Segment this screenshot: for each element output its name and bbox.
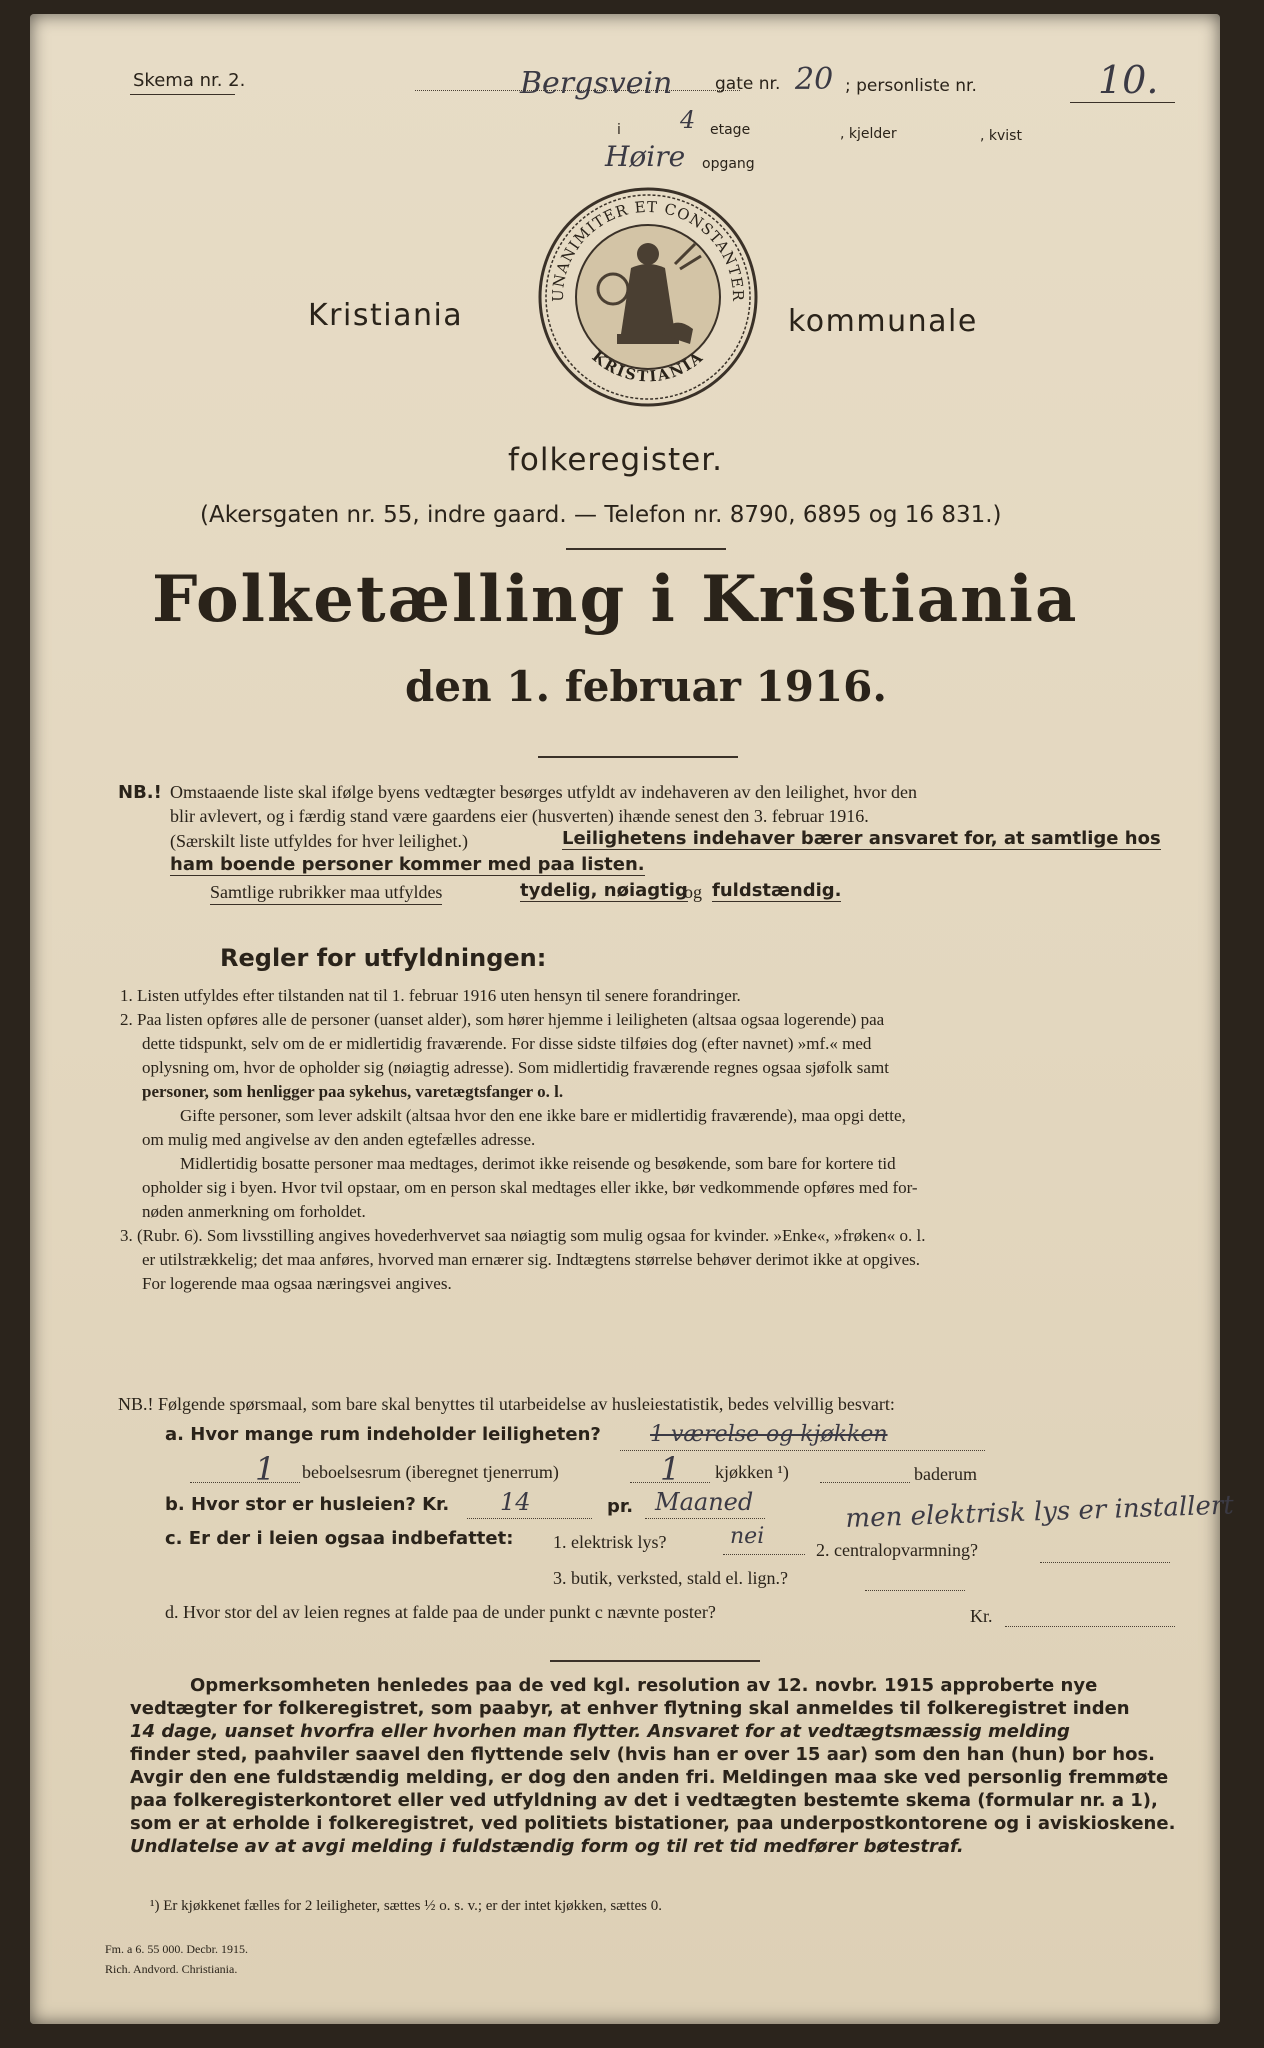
census-date: den 1. februar 1916. — [405, 662, 888, 711]
question-a: a. Hvor mange rum indeholder leiligheten? — [165, 1424, 601, 1445]
nb1-line: Omstaaende liste skal ifølge byens vedtægter besørges utfyldt av indehaveren av den leilighet, hvor den — [170, 782, 917, 802]
d-field-line — [1005, 1626, 1175, 1627]
rule-line: Midlertidig bosatte personer maa medtages, derimot ikke reisende og besøkende, som bare for kortere tid — [180, 1154, 896, 1173]
notice-line: paa folkeregisterkontoret eller ved utfyldning av det i vedtægten bestemte skema (formular nr. a 1), — [130, 1790, 1158, 1811]
kvist-label: , kvist — [980, 128, 1022, 144]
kitchen-label: kjøkken ¹) — [715, 1462, 789, 1482]
answer-a-struck: 1 værelse og kjøkken — [650, 1422, 888, 1447]
notice-line: Avgir den ene fuldstændig melding, er dog den anden fri. Meldingen maa ske ved personlig fremmøte — [130, 1767, 1169, 1788]
c1-field-line — [723, 1554, 805, 1555]
rule-line: om mulig med angivelse av den anden egtefælles adresse. — [142, 1130, 536, 1149]
d-kr-label: Kr. — [970, 1606, 993, 1626]
rules-heading: Regler for utfyldningen: — [220, 944, 547, 972]
rule-line: dette tidspunkt, selv om de er midlertidig fraværende. For disse sidste tilføies dog (efter navnet) »mf.« med — [142, 1034, 872, 1053]
nb1-last-b: tydelig, nøiagtig — [520, 880, 688, 901]
bath-field-line — [820, 1482, 910, 1483]
notice-paragraph — [130, 1674, 1180, 1858]
personliste-number: 10. — [1098, 58, 1159, 102]
rule-line: 3. (Rubr. 6). Som livsstilling angives hovederhvervet saa nøiagtig som mulig ogsaa for kvinder. »Enke«, »frøken« o. l. — [120, 1226, 926, 1245]
notice-line: Opmerksomheten henledes paa de ved kgl. resolution av 12. novbr. 1915 approberte nye — [190, 1675, 1098, 1696]
nb1-last-c: og — [684, 882, 702, 902]
footnote: ¹) Er kjøkkenet fælles for 2 leiligheter, sættes ½ o. s. v.; er der intet kjøkken, sættes 0. — [150, 1898, 662, 1914]
period-field-line — [645, 1518, 765, 1519]
rule-line: oplysning om, hvor de opholder sig (nøiagtig adresse). Som midlertidig fraværende regnes ogsaa sjøfolk samt — [142, 1058, 889, 1077]
rule-line: Gifte personer, som lever adskilt (altsaa hvor den ene ikke bare er midlertidig fraværende), maa opgi dette, — [180, 1106, 906, 1125]
kjelder-label: , kjelder — [840, 126, 897, 142]
etage-label: etage — [710, 122, 751, 138]
opgang-handwritten: Høire — [605, 140, 686, 173]
nb1-paragraph — [170, 780, 1130, 828]
skema-label: Skema nr. 2. — [133, 70, 246, 91]
question-d: d. Hvor stor del av leien regnes at falde paa de under punkt c nævnte poster? — [165, 1602, 716, 1622]
rule-line: 2. Paa listen opføres alle de personer (uanset alder), som hører hjemme i leiligheten (altsaa ogsaa logerende) paa — [120, 1010, 885, 1029]
per-label: pr. — [607, 1496, 634, 1517]
notice-line: vedtægter for folkeregistret, som paabyr, at enhver flytning skal anmeldes til folkeregistret inden — [130, 1698, 1130, 1719]
kitchen-number: 1 — [660, 1450, 681, 1488]
rooms-label: beboelsesrum (iberegnet tjenerrum) — [302, 1462, 559, 1482]
floor-number: 4 — [680, 106, 696, 134]
office-address: (Akersgaten nr. 55, indre gaard. — Telefon nr. 8790, 6895 og 16 831.) — [200, 502, 1002, 528]
i-label: i — [617, 122, 621, 138]
c2-field-line — [1040, 1562, 1170, 1563]
city-seal — [535, 184, 761, 410]
c1-label: 1. elektrisk lys? — [553, 1532, 667, 1552]
gate-label: gate nr. — [715, 74, 781, 94]
seal-ring-text: UNANIMITER ET CONSTANTER — [548, 197, 748, 303]
divider-rule — [550, 1660, 760, 1662]
form-title: Folketælling i Kristiania — [152, 562, 1079, 637]
c3-field-line — [865, 1590, 965, 1591]
c1-answer: nei — [730, 1524, 765, 1549]
rule-line: opholder sig i byen. Hvor tvil opstaar, om en person skal medtages eller ikke, bør vedkommende opføres med for- — [142, 1178, 918, 1197]
nb2-intro: NB.! Følgende spørsmaal, som bare skal benyttes til utarbeidelse av husleiestatistik, bedes velvillig besvart: — [118, 1394, 895, 1414]
notice-line: Undlatelse av at avgi melding i fuldstændig form og til ret tid medfører bøtestraf. — [130, 1836, 964, 1857]
rooms-number: 1 — [255, 1450, 276, 1488]
rule-line: 1. Listen utfyldes efter tilstanden nat til 1. februar 1916 uten hensyn til senere forandringer. — [120, 986, 741, 1005]
divider-rule — [566, 548, 726, 550]
imprint-line-1: Fm. a 6. 55 000. Decbr. 1915. — [105, 1942, 248, 1956]
nb1-last-d: fuldstændig. — [712, 880, 842, 901]
rule-line: personer, som henligger paa sykehus, varetægtsfanger o. l. — [142, 1082, 564, 1101]
rent-period: Maaned — [655, 1488, 754, 1516]
question-c: c. Er der i leien ogsaa indbefattet: — [165, 1528, 514, 1549]
c-handwritten-note: men elektrisk lys er installert — [845, 1490, 1235, 1534]
gate-number: 20 — [795, 62, 834, 97]
street-handwritten: Bergsvein — [520, 66, 673, 101]
notice-line: som er at erholde i folkeregistret, ved politiets bistationer, paa underpostkontorene og i aviskioskene. — [130, 1813, 1176, 1834]
nb1-line: blir avlevert, og i færdig stand være gaardens eier (husverten) ihænde senest den 3. februar 1916. — [170, 806, 869, 826]
notice-line: finder sted, paahviler saavel den flyttende selv (hvis han er over 15 aar) som den han (hun) bor hos. — [130, 1744, 1155, 1765]
imprint-line-2: Rich. Andvord. Christiania. — [105, 1962, 238, 1976]
seal-bottom-text: KRISTIANIA — [588, 347, 708, 386]
nb1-label: NB.! — [118, 782, 162, 803]
rule-line: nøden anmerkning om forholdet. — [142, 1202, 366, 1221]
c2-label: 2. centralopvarmning? — [816, 1540, 978, 1560]
nb1-bold-a: Leilighetens indehaver bærer ansvaret for, at samtlige hos — [562, 828, 1161, 849]
c3-label: 3. butik, verksted, stald el. lign.? — [553, 1568, 788, 1588]
census-form-sheet — [30, 14, 1235, 2024]
rent-amount: 14 — [500, 1488, 531, 1516]
opgang-label: opgang — [702, 156, 755, 172]
divider-rule — [538, 756, 738, 758]
office-right-word: kommunale — [788, 304, 978, 339]
folkeregister-heading: folkeregister. — [508, 442, 723, 478]
personliste-underline — [1070, 102, 1175, 103]
nb1-last-a: Samtlige rubrikker maa utfyldes — [210, 880, 442, 905]
rules-list — [120, 984, 1180, 1296]
personliste-label: ; personliste nr. — [845, 76, 977, 96]
rooms-field-line — [190, 1482, 300, 1483]
rent-field-line — [467, 1518, 592, 1519]
notice-line: 14 dage, uanset hvorfra eller hvorhen man flytter. Ansvaret for at vedtægtsmæssig melding — [130, 1721, 1070, 1742]
nb1-bold-b: ham boende personer kommer med paa listen. — [170, 854, 645, 875]
bath-label: baderum — [914, 1464, 977, 1484]
nb1-line: (Særskilt liste utfyldes for hver leilighet.) — [170, 831, 468, 851]
rule-line: For logerende maa ogsaa næringsvei angives. — [142, 1274, 452, 1293]
skema-underline — [130, 94, 235, 95]
office-left-word: Kristiania — [308, 298, 464, 333]
question-b: b. Hvor stor er husleien? Kr. — [165, 1494, 450, 1515]
rule-line: er utilstrækkelig; det maa anføres, hvorved man ernærer sig. Indtægtens størrelse behøver derimot ikke at opgives. — [142, 1250, 921, 1269]
